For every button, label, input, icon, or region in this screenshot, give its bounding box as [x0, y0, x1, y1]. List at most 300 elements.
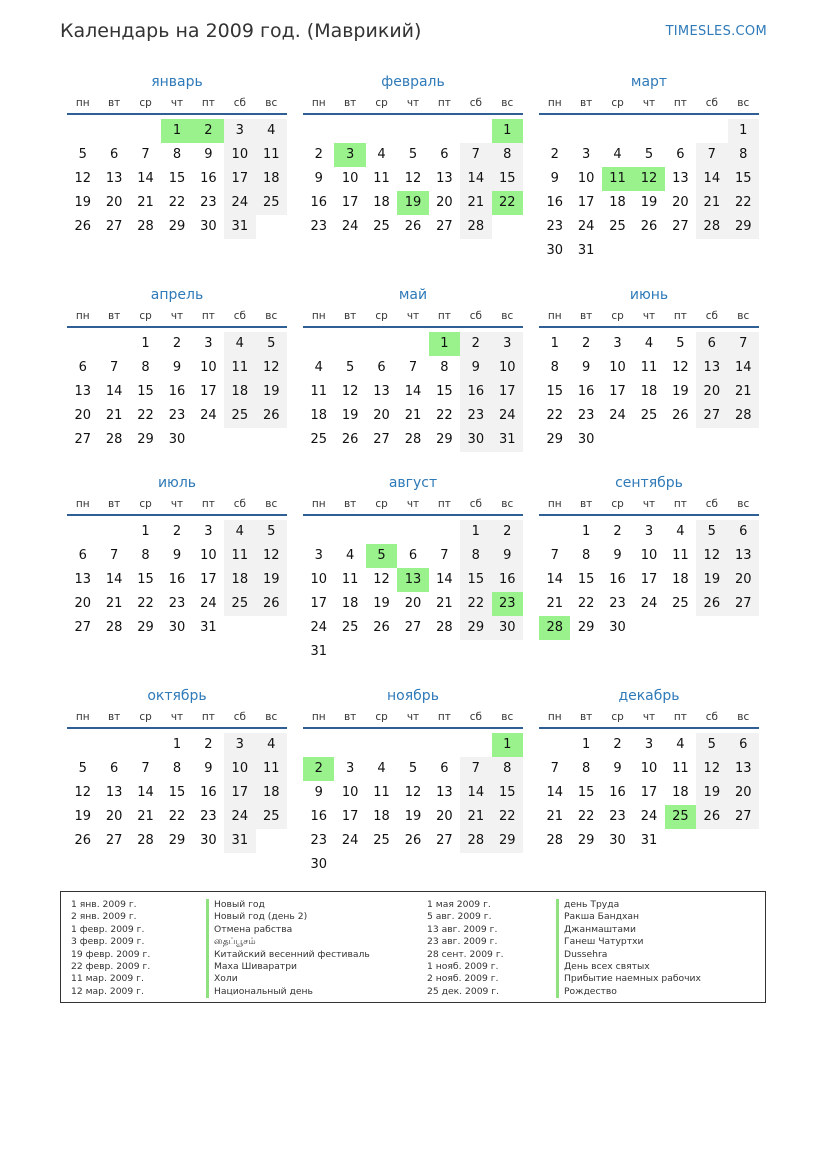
weekday-label: вт: [343, 498, 357, 510]
empty-cell: [303, 733, 334, 757]
empty-cell: [334, 520, 365, 544]
weekday-label: чт: [170, 498, 184, 510]
weekday-label: сб: [233, 498, 246, 510]
day-cell: 10: [640, 761, 658, 776]
day-cell: 8: [172, 147, 182, 162]
empty-cell: [539, 119, 570, 143]
day-cell: 10: [577, 171, 595, 186]
day-cell: 24: [609, 408, 626, 423]
weekday-label: пт: [201, 498, 215, 510]
empty-cell: [334, 733, 365, 757]
day-grid: [303, 733, 523, 877]
empty-cell: [67, 520, 98, 544]
month-calendar: [539, 473, 759, 640]
day-cell: 25: [341, 620, 359, 635]
day-cell: 20: [373, 408, 390, 423]
weekday-label: пт: [673, 310, 687, 322]
empty-cell: [130, 733, 161, 757]
day-cell: 17: [341, 195, 359, 210]
holiday-day-cell: 23: [492, 592, 523, 616]
day-cell: 26: [256, 404, 287, 428]
day-cell: 6: [440, 761, 449, 776]
weekday-label: пн: [547, 711, 562, 723]
day-cell: 13: [696, 356, 727, 380]
day-cell: 8: [728, 143, 759, 167]
day-cell: 29: [492, 829, 523, 853]
day-cell: 8: [440, 360, 449, 375]
day-cell: 21: [696, 191, 727, 215]
legend-dates-right: [427, 899, 504, 998]
day-cell: 7: [460, 757, 491, 781]
legend-holiday-name: Отмена рабства: [206, 924, 370, 936]
day-cell: 14: [546, 572, 563, 587]
weekday-label: вт: [107, 498, 121, 510]
day-grid: [67, 733, 287, 853]
day-cell: 15: [577, 572, 595, 587]
day-cell: 14: [436, 572, 453, 587]
day-cell: 12: [404, 785, 422, 800]
day-cell: 30: [546, 243, 563, 258]
weekday-label: ср: [375, 498, 388, 510]
holiday-day-cell: 2: [303, 757, 334, 781]
weekday-label: чт: [642, 498, 656, 510]
day-cell: 6: [78, 360, 87, 375]
day-cell: 9: [581, 360, 591, 375]
day-cell: 21: [404, 408, 422, 423]
day-cell: 23: [546, 219, 563, 234]
day-cell: 1: [460, 520, 491, 544]
day-cell: 28: [105, 432, 123, 447]
weekday-label: вс: [501, 310, 514, 322]
day-cell: 24: [310, 620, 327, 635]
day-cell: 29: [137, 620, 154, 635]
day-cell: 28: [460, 829, 491, 853]
day-grid: [303, 332, 523, 452]
day-cell: 27: [728, 805, 759, 829]
legend-date: 25 дек. 2009 г.: [427, 985, 500, 997]
day-cell: 3: [581, 147, 591, 162]
day-cell: 31: [577, 243, 595, 258]
weekday-label: пн: [547, 498, 562, 510]
day-cell: 25: [224, 592, 255, 616]
day-cell: 20: [728, 568, 759, 592]
month-name: июль: [157, 475, 197, 491]
day-cell: 10: [609, 360, 626, 375]
empty-cell: [602, 119, 633, 143]
weekday-label: пт: [201, 711, 215, 723]
day-cell: 17: [492, 380, 523, 404]
empty-cell: [429, 119, 460, 143]
day-cell: 10: [341, 171, 359, 186]
weekday-label: вс: [737, 711, 750, 723]
weekday-label: ср: [375, 97, 388, 109]
weekday-label: сб: [469, 711, 482, 723]
day-cell: 17: [200, 572, 217, 587]
day-cell: 26: [256, 592, 287, 616]
day-cell: 23: [200, 809, 217, 824]
legend-holiday-name: Китайский весенний фестиваль: [206, 949, 370, 961]
day-cell: 11: [224, 544, 255, 568]
legend-date: 1 янв. 2009 г.: [71, 899, 137, 910]
day-cell: 8: [460, 544, 491, 568]
day-cell: 19: [74, 809, 91, 824]
weekday-label: пн: [75, 498, 90, 510]
weekday-label: пт: [201, 310, 215, 322]
day-cell: 21: [728, 380, 759, 404]
day-cell: 28: [546, 833, 563, 848]
day-cell: 3: [644, 737, 654, 752]
holiday-day-cell: 1: [161, 119, 192, 143]
empty-cell: [633, 119, 664, 143]
day-cell: 16: [492, 568, 523, 592]
legend-date: 28 сент. 2009 г.: [427, 948, 504, 960]
legend-holiday-name: Маха Шиваратри: [206, 961, 370, 973]
month-name: сентябрь: [615, 475, 683, 491]
day-cell: 14: [105, 384, 123, 399]
day-cell: 7: [460, 143, 491, 167]
day-cell: 18: [341, 596, 359, 611]
day-cell: 10: [224, 143, 255, 167]
day-cell: 13: [74, 572, 91, 587]
day-cell: 26: [373, 620, 390, 635]
empty-cell: [67, 119, 98, 143]
brand-link[interactable]: TIMESLES.COM: [665, 24, 767, 39]
day-grid: [539, 520, 759, 640]
day-cell: 5: [256, 520, 287, 544]
day-cell: 9: [314, 785, 323, 800]
day-cell: 23: [609, 809, 626, 824]
month-calendar: [539, 285, 759, 452]
empty-cell: [303, 332, 334, 356]
day-cell: 10: [200, 548, 217, 563]
legend-holiday-name: день Труда: [556, 899, 701, 911]
day-cell: 14: [105, 572, 123, 587]
holiday-day-cell: 25: [665, 805, 696, 829]
month-name: февраль: [381, 74, 445, 90]
legend-date: 1 февр. 2009 г.: [71, 923, 145, 935]
day-cell: 18: [256, 781, 287, 805]
day-cell: 23: [310, 833, 327, 848]
day-cell: 3: [224, 733, 255, 757]
day-cell: 13: [105, 785, 123, 800]
weekday-label: пн: [311, 711, 326, 723]
legend-date: 2 янв. 2009 г.: [71, 911, 137, 923]
day-cell: 4: [256, 733, 287, 757]
day-cell: 16: [460, 380, 491, 404]
holiday-day-cell: 13: [397, 568, 428, 592]
day-cell: 14: [137, 785, 154, 800]
day-cell: 30: [168, 432, 186, 447]
weekday-label: ср: [611, 711, 624, 723]
day-cell: 17: [341, 809, 359, 824]
weekday-label: чт: [406, 498, 420, 510]
day-cell: 2: [550, 147, 559, 162]
day-cell: 2: [172, 336, 182, 351]
day-cell: 3: [345, 761, 355, 776]
day-cell: 13: [436, 171, 453, 186]
day-cell: 14: [696, 167, 727, 191]
day-cell: 12: [696, 757, 727, 781]
weekday-label: вс: [501, 711, 514, 723]
day-cell: 14: [460, 781, 491, 805]
day-cell: 15: [168, 171, 186, 186]
day-cell: 11: [256, 757, 287, 781]
day-cell: 4: [256, 119, 287, 143]
day-cell: 24: [200, 596, 217, 611]
empty-cell: [366, 332, 397, 356]
day-cell: 19: [373, 596, 390, 611]
weekday-label: чт: [170, 97, 184, 109]
day-cell: 1: [581, 737, 591, 752]
day-cell: 21: [460, 805, 491, 829]
day-grid: [67, 332, 287, 452]
day-cell: 16: [577, 384, 595, 399]
day-cell: 7: [408, 360, 418, 375]
day-cell: 16: [168, 384, 186, 399]
empty-cell: [98, 520, 129, 544]
day-cell: 12: [672, 360, 689, 375]
empty-cell: [460, 733, 491, 757]
day-cell: 23: [609, 596, 626, 611]
empty-cell: [98, 332, 129, 356]
day-cell: 2: [204, 737, 213, 752]
day-cell: 20: [436, 195, 453, 210]
weekday-label: сб: [469, 97, 482, 109]
holiday-day-cell: 19: [397, 191, 428, 215]
day-cell: 21: [137, 809, 154, 824]
day-grid: [539, 119, 759, 263]
weekday-label: вт: [579, 310, 593, 322]
weekday-label: ср: [611, 498, 624, 510]
legend-date: 1 нояб. 2009 г.: [427, 961, 499, 973]
holiday-day-cell: 22: [492, 191, 523, 215]
weekday-header: [539, 94, 759, 115]
day-cell: 13: [74, 384, 91, 399]
weekday-label: пн: [311, 310, 326, 322]
day-cell: 22: [436, 408, 453, 423]
weekday-label: пн: [547, 310, 562, 322]
weekday-label: вс: [265, 711, 278, 723]
day-cell: 16: [168, 572, 186, 587]
weekday-label: сб: [469, 498, 482, 510]
day-cell: 23: [577, 408, 595, 423]
day-cell: 3: [644, 524, 654, 539]
empty-cell: [98, 119, 129, 143]
legend-holiday-name: Национальный день: [206, 986, 370, 998]
day-cell: 20: [728, 781, 759, 805]
day-cell: 30: [200, 219, 217, 234]
day-cell: 19: [341, 408, 359, 423]
day-cell: 12: [373, 572, 390, 587]
day-cell: 18: [224, 380, 255, 404]
day-cell: 11: [672, 548, 689, 563]
day-cell: 26: [696, 592, 727, 616]
empty-cell: [429, 520, 460, 544]
day-cell: 16: [200, 171, 217, 186]
day-cell: 15: [492, 781, 523, 805]
day-cell: 15: [168, 785, 186, 800]
weekday-label: чт: [170, 711, 184, 723]
month-name: апрель: [150, 287, 204, 303]
day-cell: 16: [200, 785, 217, 800]
weekday-label: пн: [311, 97, 326, 109]
weekday-label: ср: [611, 310, 624, 322]
day-cell: 24: [341, 833, 359, 848]
day-cell: 2: [172, 524, 182, 539]
weekday-label: чт: [406, 97, 420, 109]
weekday-label: ср: [139, 498, 152, 510]
day-cell: 23: [460, 404, 491, 428]
day-cell: 31: [224, 829, 255, 853]
day-cell: 5: [345, 360, 355, 375]
day-cell: 13: [728, 757, 759, 781]
weekday-label: пт: [201, 97, 215, 109]
day-cell: 18: [672, 572, 689, 587]
weekday-label: пт: [437, 310, 451, 322]
day-cell: 18: [310, 408, 327, 423]
day-cell: 11: [256, 143, 287, 167]
day-cell: 4: [377, 147, 386, 162]
day-cell: 4: [644, 336, 654, 351]
day-cell: 20: [74, 408, 91, 423]
weekday-label: пн: [547, 97, 562, 109]
day-cell: 16: [546, 195, 563, 210]
weekday-label: чт: [642, 97, 656, 109]
legend-date: 13 авг. 2009 г.: [427, 923, 498, 935]
day-cell: 6: [728, 520, 759, 544]
day-cell: 22: [460, 592, 491, 616]
legend-names-right: [556, 899, 701, 998]
weekday-label: сб: [705, 310, 718, 322]
weekday-label: пт: [437, 498, 451, 510]
day-cell: 8: [581, 548, 591, 563]
day-cell: 29: [577, 833, 595, 848]
day-cell: 23: [168, 596, 186, 611]
day-cell: 22: [728, 191, 759, 215]
day-cell: 8: [550, 360, 559, 375]
day-cell: 31: [492, 428, 523, 452]
day-cell: 25: [609, 219, 626, 234]
month-name: январь: [151, 74, 203, 90]
weekday-label: ср: [375, 711, 388, 723]
day-cell: 10: [200, 360, 217, 375]
weekday-label: вс: [737, 310, 750, 322]
day-cell: 14: [137, 171, 154, 186]
empty-cell: [366, 733, 397, 757]
weekday-header: [303, 307, 523, 328]
weekday-label: сб: [705, 97, 718, 109]
weekday-label: вт: [579, 498, 593, 510]
weekday-header: [303, 94, 523, 115]
day-cell: 4: [345, 548, 355, 563]
day-cell: 30: [168, 620, 186, 635]
day-cell: 28: [728, 404, 759, 428]
day-cell: 3: [204, 524, 213, 539]
day-cell: 7: [550, 548, 559, 563]
day-cell: 22: [577, 596, 595, 611]
weekday-label: ср: [139, 711, 152, 723]
day-cell: 1: [141, 336, 150, 351]
empty-cell: [397, 733, 428, 757]
empty-cell: [696, 119, 727, 143]
weekday-label: вт: [343, 711, 357, 723]
day-cell: 28: [460, 215, 491, 239]
holiday-day-cell: 5: [366, 544, 397, 568]
day-grid: [539, 733, 759, 853]
day-cell: 7: [109, 360, 119, 375]
month-calendar: [539, 72, 759, 263]
day-cell: 9: [613, 761, 622, 776]
day-cell: 18: [224, 568, 255, 592]
legend-dates-left: [71, 899, 150, 998]
day-cell: 15: [460, 568, 491, 592]
legend-date: 2 нояб. 2009 г.: [427, 973, 499, 985]
day-cell: 26: [672, 408, 689, 423]
legend-holiday-name: Ракша Бандхан: [556, 911, 701, 923]
weekday-label: ср: [611, 97, 624, 109]
weekday-label: пн: [75, 310, 90, 322]
day-cell: 7: [141, 761, 150, 776]
day-grid: [67, 520, 287, 640]
day-cell: 9: [172, 548, 182, 563]
legend-date: 19 февр. 2009 г.: [71, 948, 151, 960]
weekday-label: вс: [737, 97, 750, 109]
day-cell: 16: [609, 785, 626, 800]
day-cell: 28: [404, 432, 422, 447]
weekday-label: вт: [343, 310, 357, 322]
day-cell: 21: [546, 809, 563, 824]
day-cell: 30: [492, 616, 523, 640]
legend-holiday-name: Джанмаштами: [556, 924, 701, 936]
day-cell: 27: [436, 219, 453, 234]
holiday-day-cell: 1: [492, 119, 523, 143]
day-cell: 22: [168, 809, 186, 824]
day-cell: 15: [546, 384, 563, 399]
day-cell: 17: [609, 384, 626, 399]
day-cell: 19: [256, 568, 287, 592]
day-cell: 6: [78, 548, 87, 563]
day-cell: 15: [436, 384, 453, 399]
legend-names-left: [206, 899, 370, 998]
day-cell: 10: [310, 572, 327, 587]
day-cell: 5: [644, 147, 654, 162]
day-cell: 3: [613, 336, 622, 351]
day-cell: 24: [224, 191, 255, 215]
weekday-label: сб: [705, 498, 718, 510]
day-cell: 20: [436, 809, 453, 824]
day-cell: 14: [460, 167, 491, 191]
day-cell: 2: [581, 336, 591, 351]
weekday-label: вт: [107, 310, 121, 322]
day-cell: 25: [310, 432, 327, 447]
day-cell: 10: [341, 785, 359, 800]
day-cell: 4: [224, 520, 255, 544]
weekday-header: [67, 307, 287, 328]
day-grid: [539, 332, 759, 452]
day-cell: 21: [105, 408, 123, 423]
day-cell: 1: [141, 524, 150, 539]
day-cell: 5: [408, 147, 418, 162]
day-cell: 30: [609, 620, 626, 635]
day-cell: 4: [314, 360, 323, 375]
day-cell: 13: [672, 171, 689, 186]
month-name: март: [630, 74, 668, 90]
day-cell: 20: [105, 195, 123, 210]
weekday-label: пт: [437, 711, 451, 723]
month-calendar: [539, 686, 759, 853]
weekday-label: пт: [673, 498, 687, 510]
empty-cell: [397, 119, 428, 143]
